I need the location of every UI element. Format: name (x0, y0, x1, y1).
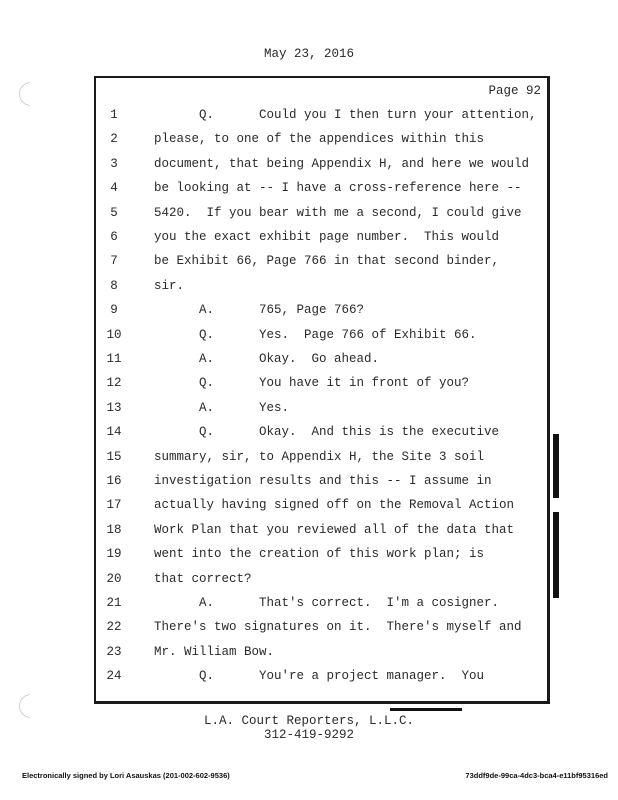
transcript-line (96, 498, 546, 522)
line-text: sir. (154, 278, 185, 293)
line-number: 14 (106, 425, 122, 440)
line-number: 8 (110, 278, 118, 293)
transcript-line (96, 474, 546, 498)
line-number: 10 (106, 327, 122, 342)
transcript-page-frame (94, 76, 550, 704)
line-text: please, to one of the appendices within this (154, 132, 485, 147)
scan-edge-mark (553, 434, 559, 498)
line-number: 16 (106, 474, 122, 488)
transcript-line (96, 523, 546, 547)
line-number: 20 (106, 571, 122, 586)
electronic-signature: Electronically signed by Lori Asauskas (201-002-602-9536) (22, 771, 230, 780)
transcript-line (96, 206, 546, 230)
punch-hole-top (19, 82, 43, 106)
line-number: 3 (110, 156, 118, 171)
line-text: There's two signatures on it. There's myself and (154, 620, 522, 635)
line-text: Q. You have it in front of you? (154, 376, 470, 391)
line-number: 23 (106, 644, 122, 659)
transcript-line (96, 401, 546, 425)
transcript-line (96, 620, 546, 644)
line-text: Mr. William Bow. (154, 644, 275, 659)
transcript-line (96, 376, 546, 400)
transcript-line (96, 279, 546, 303)
reporter-phone: 312-419-9292 (263, 728, 354, 742)
line-text: Q. Okay. And this is the executive (154, 425, 500, 440)
line-number: 17 (106, 498, 122, 513)
transcript-line (96, 572, 546, 596)
line-number: 22 (106, 620, 122, 635)
transcript-line (96, 132, 546, 156)
line-text: document, that being Appendix H, and here we would (154, 156, 530, 171)
line-number: 5 (110, 205, 118, 220)
scan-edge-mark (553, 512, 559, 598)
scan-bottom-mark (390, 708, 462, 711)
line-text: you the exact exhibit page number. This would (154, 230, 500, 244)
transcript-line (96, 450, 546, 474)
page-number: Page 92 (488, 84, 541, 98)
line-text: summary, sir, to Appendix H, the Site 3 soil (154, 449, 485, 464)
line-text: investigation results and this -- I assume in (154, 474, 492, 488)
line-text: A. Yes. (154, 400, 290, 415)
line-text: be looking at -- I have a cross-reference here -- (154, 181, 522, 196)
line-text: actually having signed off on the Removal Action (154, 498, 515, 513)
line-number: 12 (106, 376, 122, 391)
line-text: 5420. If you bear with me a second, I could give (154, 205, 522, 220)
transcript-line (96, 303, 546, 327)
transcript-line (96, 254, 546, 278)
line-number: 15 (106, 449, 122, 464)
transcript-line (96, 547, 546, 571)
line-text: Work Plan that you reviewed all of the data that (154, 522, 515, 537)
line-text: A. 765, Page 766? (154, 303, 365, 318)
line-number: 18 (106, 522, 122, 537)
line-number: 11 (106, 352, 122, 366)
line-text: Q. Yes. Page 766 of Exhibit 66. (154, 327, 477, 342)
line-number: 4 (110, 181, 118, 196)
reporter-company: L.A. Court Reporters, L.L.C. (203, 714, 415, 728)
line-number: 21 (106, 596, 122, 610)
line-text: that correct? (154, 571, 252, 586)
transcript-line (96, 230, 546, 254)
transcript-line (96, 596, 546, 620)
line-number: 24 (106, 669, 122, 684)
transcript-line (96, 108, 546, 132)
line-text: went into the creation of this work plan; is (154, 547, 485, 562)
transcript-line (96, 157, 546, 181)
line-number: 2 (110, 132, 118, 147)
line-text: Q. Could you I then turn your attention, (154, 108, 537, 122)
line-number: 1 (110, 108, 118, 122)
line-text: Q. You're a project manager. You (154, 669, 485, 684)
transcript-line (96, 181, 546, 205)
line-number: 7 (110, 254, 118, 269)
line-text: A. Okay. Go ahead. (154, 352, 380, 366)
line-number: 6 (110, 230, 118, 244)
transcript-line (96, 669, 546, 693)
transcript-line (96, 328, 546, 352)
transcript-line (96, 352, 546, 376)
line-number: 19 (106, 547, 122, 562)
transcript-line (96, 425, 546, 449)
deposition-date: May 23, 2016 (263, 47, 354, 61)
transcript-line (96, 645, 546, 669)
line-number: 13 (106, 400, 122, 415)
document-hash: 73ddf9de-99ca-4dc3-bca4-e11bf95316ed (465, 771, 608, 780)
line-text: be Exhibit 66, Page 766 in that second binder, (154, 254, 500, 269)
line-text: A. That's correct. I'm a cosigner. (154, 596, 500, 610)
line-number: 9 (110, 303, 118, 318)
